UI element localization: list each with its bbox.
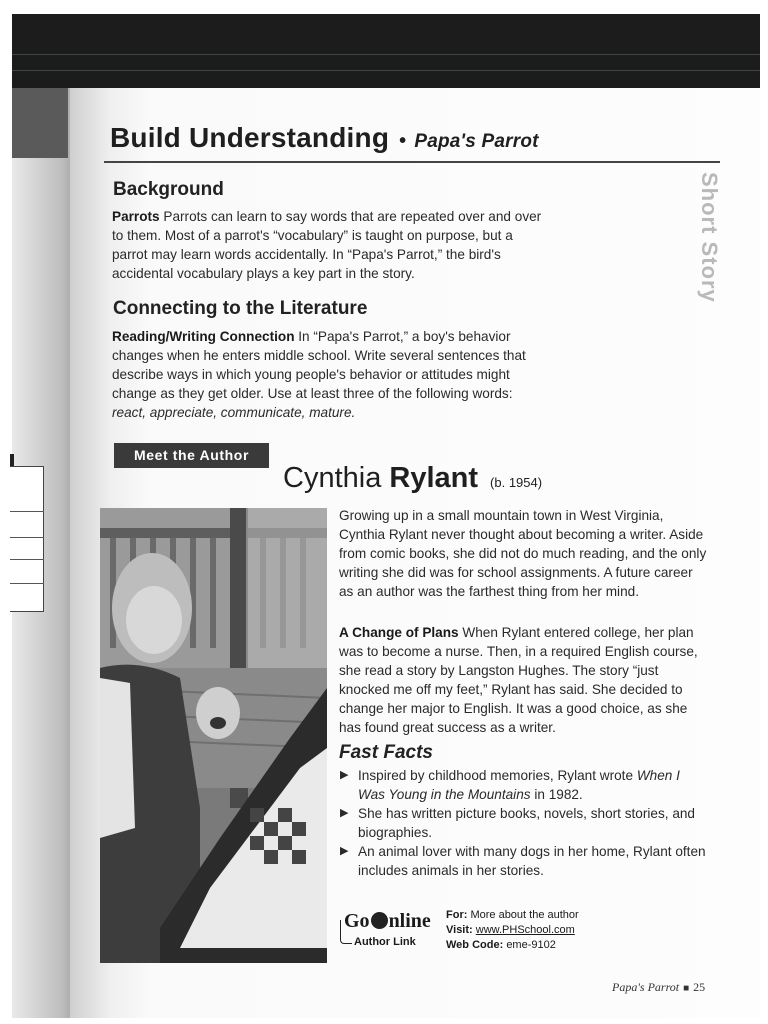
fast-facts-heading: Fast Facts xyxy=(339,742,433,763)
vocabulary-words: react, appreciate, communicate, mature. xyxy=(112,405,356,420)
author-photo xyxy=(100,508,327,963)
connecting-text: In “Papa's Parrot,” a boy's behavior changes when he enters middle school. Write several sentences that describe ways in which young people's behavior or attitudes might change as they get older. Use at least three of the following words: xyxy=(112,329,526,401)
scan-line xyxy=(12,70,760,71)
visit-label: Visit: xyxy=(446,924,473,936)
go-online-box xyxy=(340,908,700,958)
go-online-logo xyxy=(340,910,440,954)
genre-side-label xyxy=(694,172,724,342)
footer-square-icon: ■ xyxy=(683,983,690,994)
website-link[interactable]: www.PHSchool.com xyxy=(475,924,575,936)
logo-nline: nline xyxy=(388,910,431,932)
fast-fact-text: Inspired by childhood memories, Rylant wrote xyxy=(358,768,637,783)
bullet-arrow-icon: ▶ xyxy=(340,769,349,781)
fast-fact-item xyxy=(338,842,710,880)
page-title xyxy=(110,122,539,154)
background-heading: Background xyxy=(113,179,224,200)
page-number: 25 xyxy=(693,980,706,994)
genre-side-label-text: Short Story xyxy=(697,172,722,303)
footer-title: Papa's Parrot xyxy=(612,980,680,994)
margin-tab-tick xyxy=(10,583,44,584)
author-link-label: Author Link xyxy=(354,936,416,948)
for-value: More about the author xyxy=(470,909,579,921)
go-online-wordmark xyxy=(344,910,431,933)
author-birth-year: (b. 1954) xyxy=(490,475,543,490)
go-online-code xyxy=(446,938,579,953)
background-text: Parrots can learn to say words that are repeated over and over to them. Most of a parrot's “vocabulary” is taught on purpose, but a parrot may learn words accidentally. In “Papa's Parrot,” the bird's accidental vocabulary plays a key part in the story. xyxy=(112,209,542,281)
margin-tab-tick xyxy=(10,559,44,560)
selection-title: Papa's Parrot xyxy=(414,131,539,152)
page-header xyxy=(104,118,720,163)
fast-facts-list xyxy=(338,766,710,880)
for-label: For: xyxy=(446,909,468,921)
fast-fact-text-end: in 1982. xyxy=(530,787,583,802)
change-of-plans-paragraph xyxy=(339,623,709,737)
globe-icon xyxy=(371,912,388,929)
go-online-visit xyxy=(446,923,579,938)
author-last-name: Rylant xyxy=(389,462,479,494)
author-name xyxy=(283,462,542,495)
connecting-heading: Connecting to the Literature xyxy=(113,298,368,319)
book-gutter-edge xyxy=(12,88,68,158)
title-separator: • xyxy=(399,130,407,152)
fast-fact-item xyxy=(338,804,710,842)
bullet-arrow-icon: ▶ xyxy=(340,845,349,857)
author-first-name: Cynthia xyxy=(283,462,382,494)
connecting-lead: Reading/Writing Connection xyxy=(112,329,295,344)
connecting-paragraph xyxy=(112,327,548,422)
web-code-value: eme-9102 xyxy=(506,939,556,951)
scan-line xyxy=(12,54,760,55)
author-bio: Growing up in a small mountain town in West Virginia, Cynthia Rylant never thought about becoming a writer. Aside from comic books, she did not do much reading, and the only writing she did was for school assignments. A future career as an author was the farthest thing from her mind. xyxy=(339,508,707,599)
go-online-for xyxy=(446,908,579,923)
background-paragraph xyxy=(112,207,552,283)
change-of-plans-lead: A Change of Plans xyxy=(339,625,459,640)
author-photo-image xyxy=(100,508,327,963)
book-title: When I Was Young in the Mountains xyxy=(358,768,680,802)
margin-tab-tick xyxy=(10,537,44,538)
fast-fact-text: She has written picture books, novels, short stories, and biographies. xyxy=(358,806,695,840)
fast-fact-item xyxy=(338,766,710,804)
margin-tab-tick xyxy=(10,511,44,512)
page-footer xyxy=(612,980,705,995)
fast-fact-text: An animal lover with many dogs in her home, Rylant often includes animals in her stories. xyxy=(358,844,706,878)
margin-tab xyxy=(10,466,44,612)
meet-the-author-badge: Meet the Author xyxy=(114,443,269,468)
change-of-plans-text: When Rylant entered college, her plan was to become a nurse. Then, in a required English course, she read a story by Langston Hughes. The story “just knocked me off my feet,” Rylant has said. She decided to change her major to English. It was a good choice, as she has found great success as a writer. xyxy=(339,625,698,735)
background-lead: Parrots xyxy=(112,209,160,224)
bullet-arrow-icon: ▶ xyxy=(340,807,349,819)
logo-go: Go xyxy=(344,910,370,932)
web-code-label: Web Code: xyxy=(446,939,504,951)
scan-top-bar xyxy=(12,14,760,88)
go-online-info xyxy=(446,908,579,953)
page-title-text: Build Understanding xyxy=(110,122,390,153)
